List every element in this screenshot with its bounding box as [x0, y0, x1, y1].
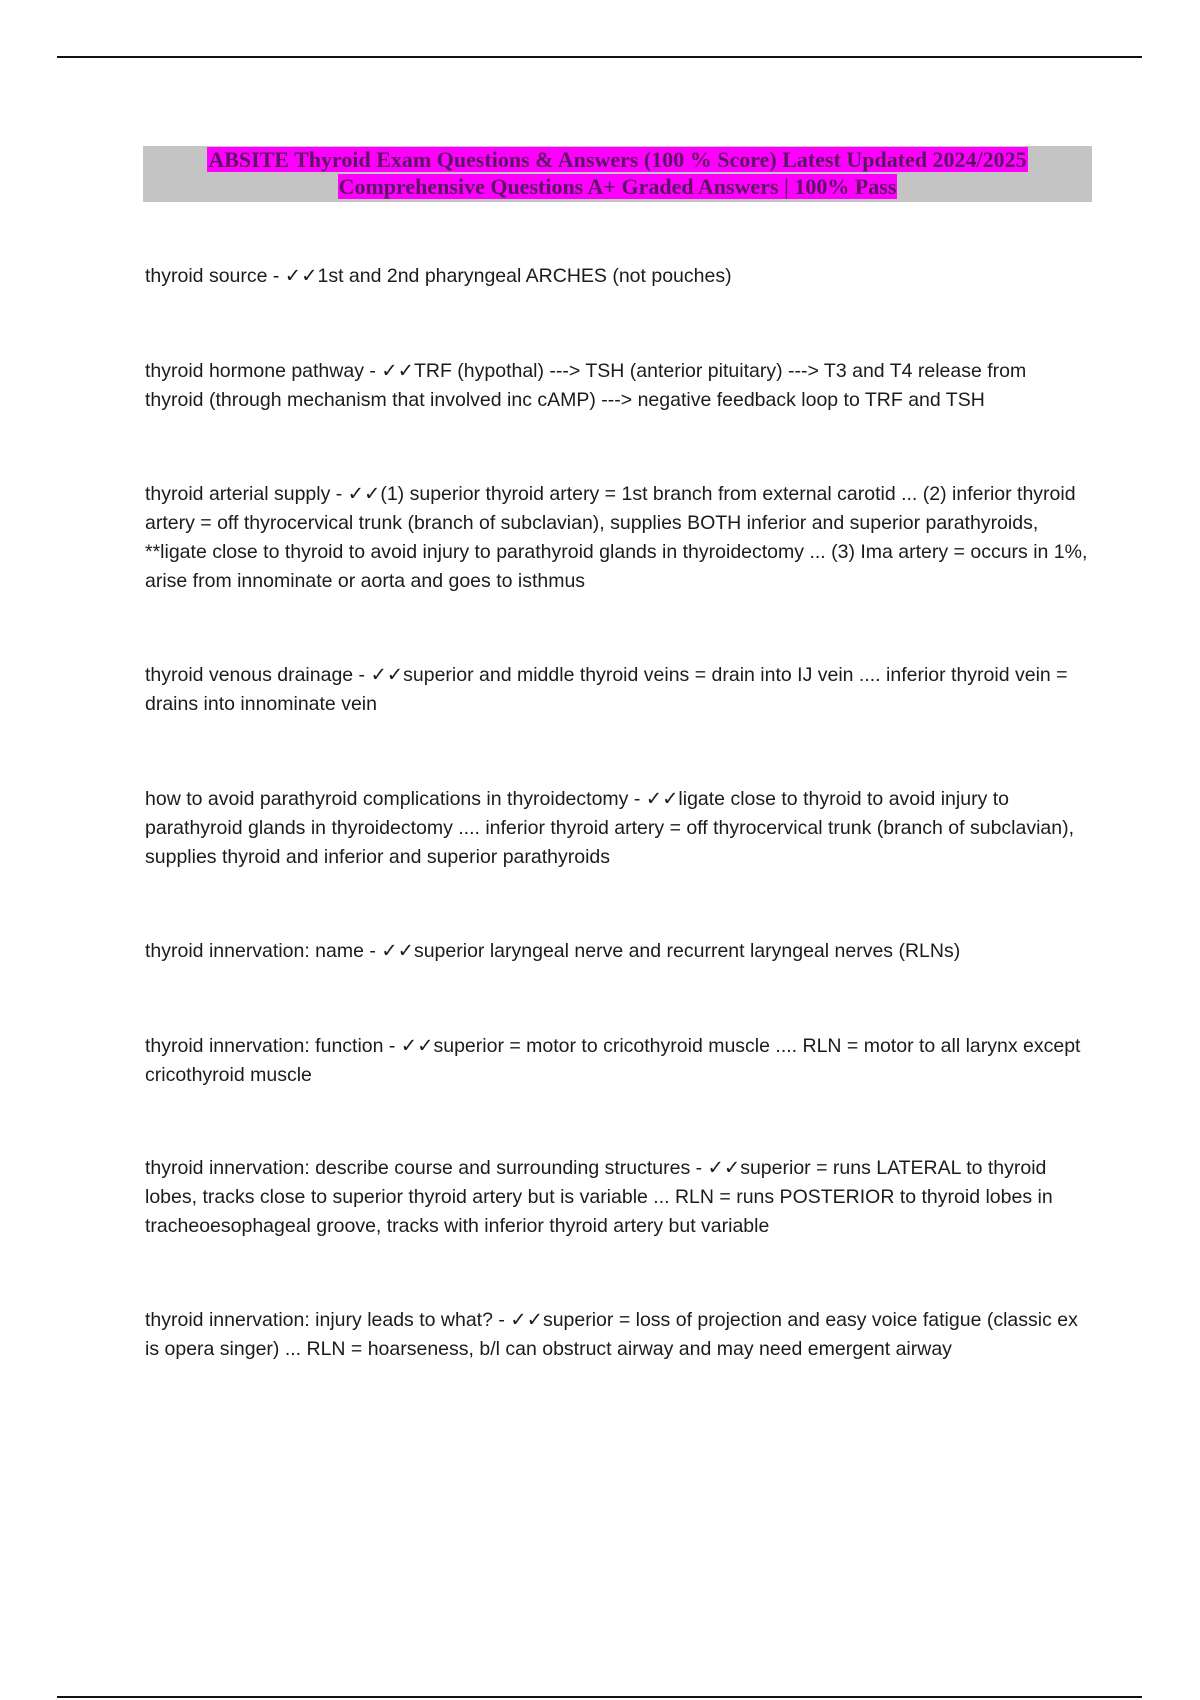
title-line-2: Comprehensive Questions A+ Graded Answers | 100% Pass: [338, 174, 897, 199]
qa-item-parathyroid-complications: how to avoid parathyroid complications in thyroidectomy - ✓✓ligate close to thyroid to avoid injury to parathyroid glands in thyroidectomy .... inferior thyroid artery = off thyrocervical trunk (branch of subclavian), supplies thyroid and inferior and superior parathyroids: [145, 788, 1075, 868]
qa-item-arterial-supply: thyroid arterial supply - ✓✓(1) superior thyroid artery = 1st branch from external carotid ... (2) inferior thyroid artery = off thyrocervical trunk (branch of subclavian), supplies BOTH inferior and superior parathyroids, **ligate close to thyroid to avoid injury to parathyroid glands in thyroidectomy ... (3) Ima artery = occurs in 1%, arise from innominate or aorta and goes to isthmus: [145, 483, 1088, 592]
qa-item-hormone-pathway: thyroid hormone pathway - ✓✓TRF (hypothal) ---> TSH (anterior pituitary) ---> T3 and T4 release from thyroid (through mechanism that involved inc cAMP) ---> negative feedback loop to TRF and TSH: [145, 360, 1027, 411]
qa-item-source: thyroid source - ✓✓1st and 2nd pharyngeal ARCHES (not pouches): [145, 265, 732, 287]
bottom-rule: [57, 1696, 1142, 1698]
document-title: [143, 146, 1092, 202]
qa-item-venous-drainage: thyroid venous drainage - ✓✓superior and middle thyroid veins = drain into IJ vein .... inferior thyroid vein = drains into innominate vein: [145, 664, 1068, 715]
title-line-1: ABSITE Thyroid Exam Questions & Answers (100 % Score) Latest Updated 2024/2025: [208, 147, 1027, 172]
qa-item-innervation-name: thyroid innervation: name - ✓✓superior laryngeal nerve and recurrent laryngeal nerves (RLNs): [145, 940, 961, 962]
qa-item-innervation-course: thyroid innervation: describe course and surrounding structures - ✓✓superior = runs LATERAL to thyroid lobes, tracks close to superior thyroid artery but is variable ... RLN = runs POSTERIOR to thyroid lobes in tracheoesophageal groove, tracks with inferior thyroid artery but variable: [145, 1157, 1053, 1237]
qa-item-innervation-injury: thyroid innervation: injury leads to what? - ✓✓superior = loss of projection and easy voice fatigue (classic ex is opera singer) ... RLN = hoarseness, b/l can obstruct airway and may need emergent airway: [145, 1309, 1078, 1360]
qa-item-innervation-function: thyroid innervation: function - ✓✓superior = motor to cricothyroid muscle .... RLN = motor to all larynx except cricothyroid muscle: [145, 1035, 1081, 1086]
top-rule: [57, 56, 1142, 58]
